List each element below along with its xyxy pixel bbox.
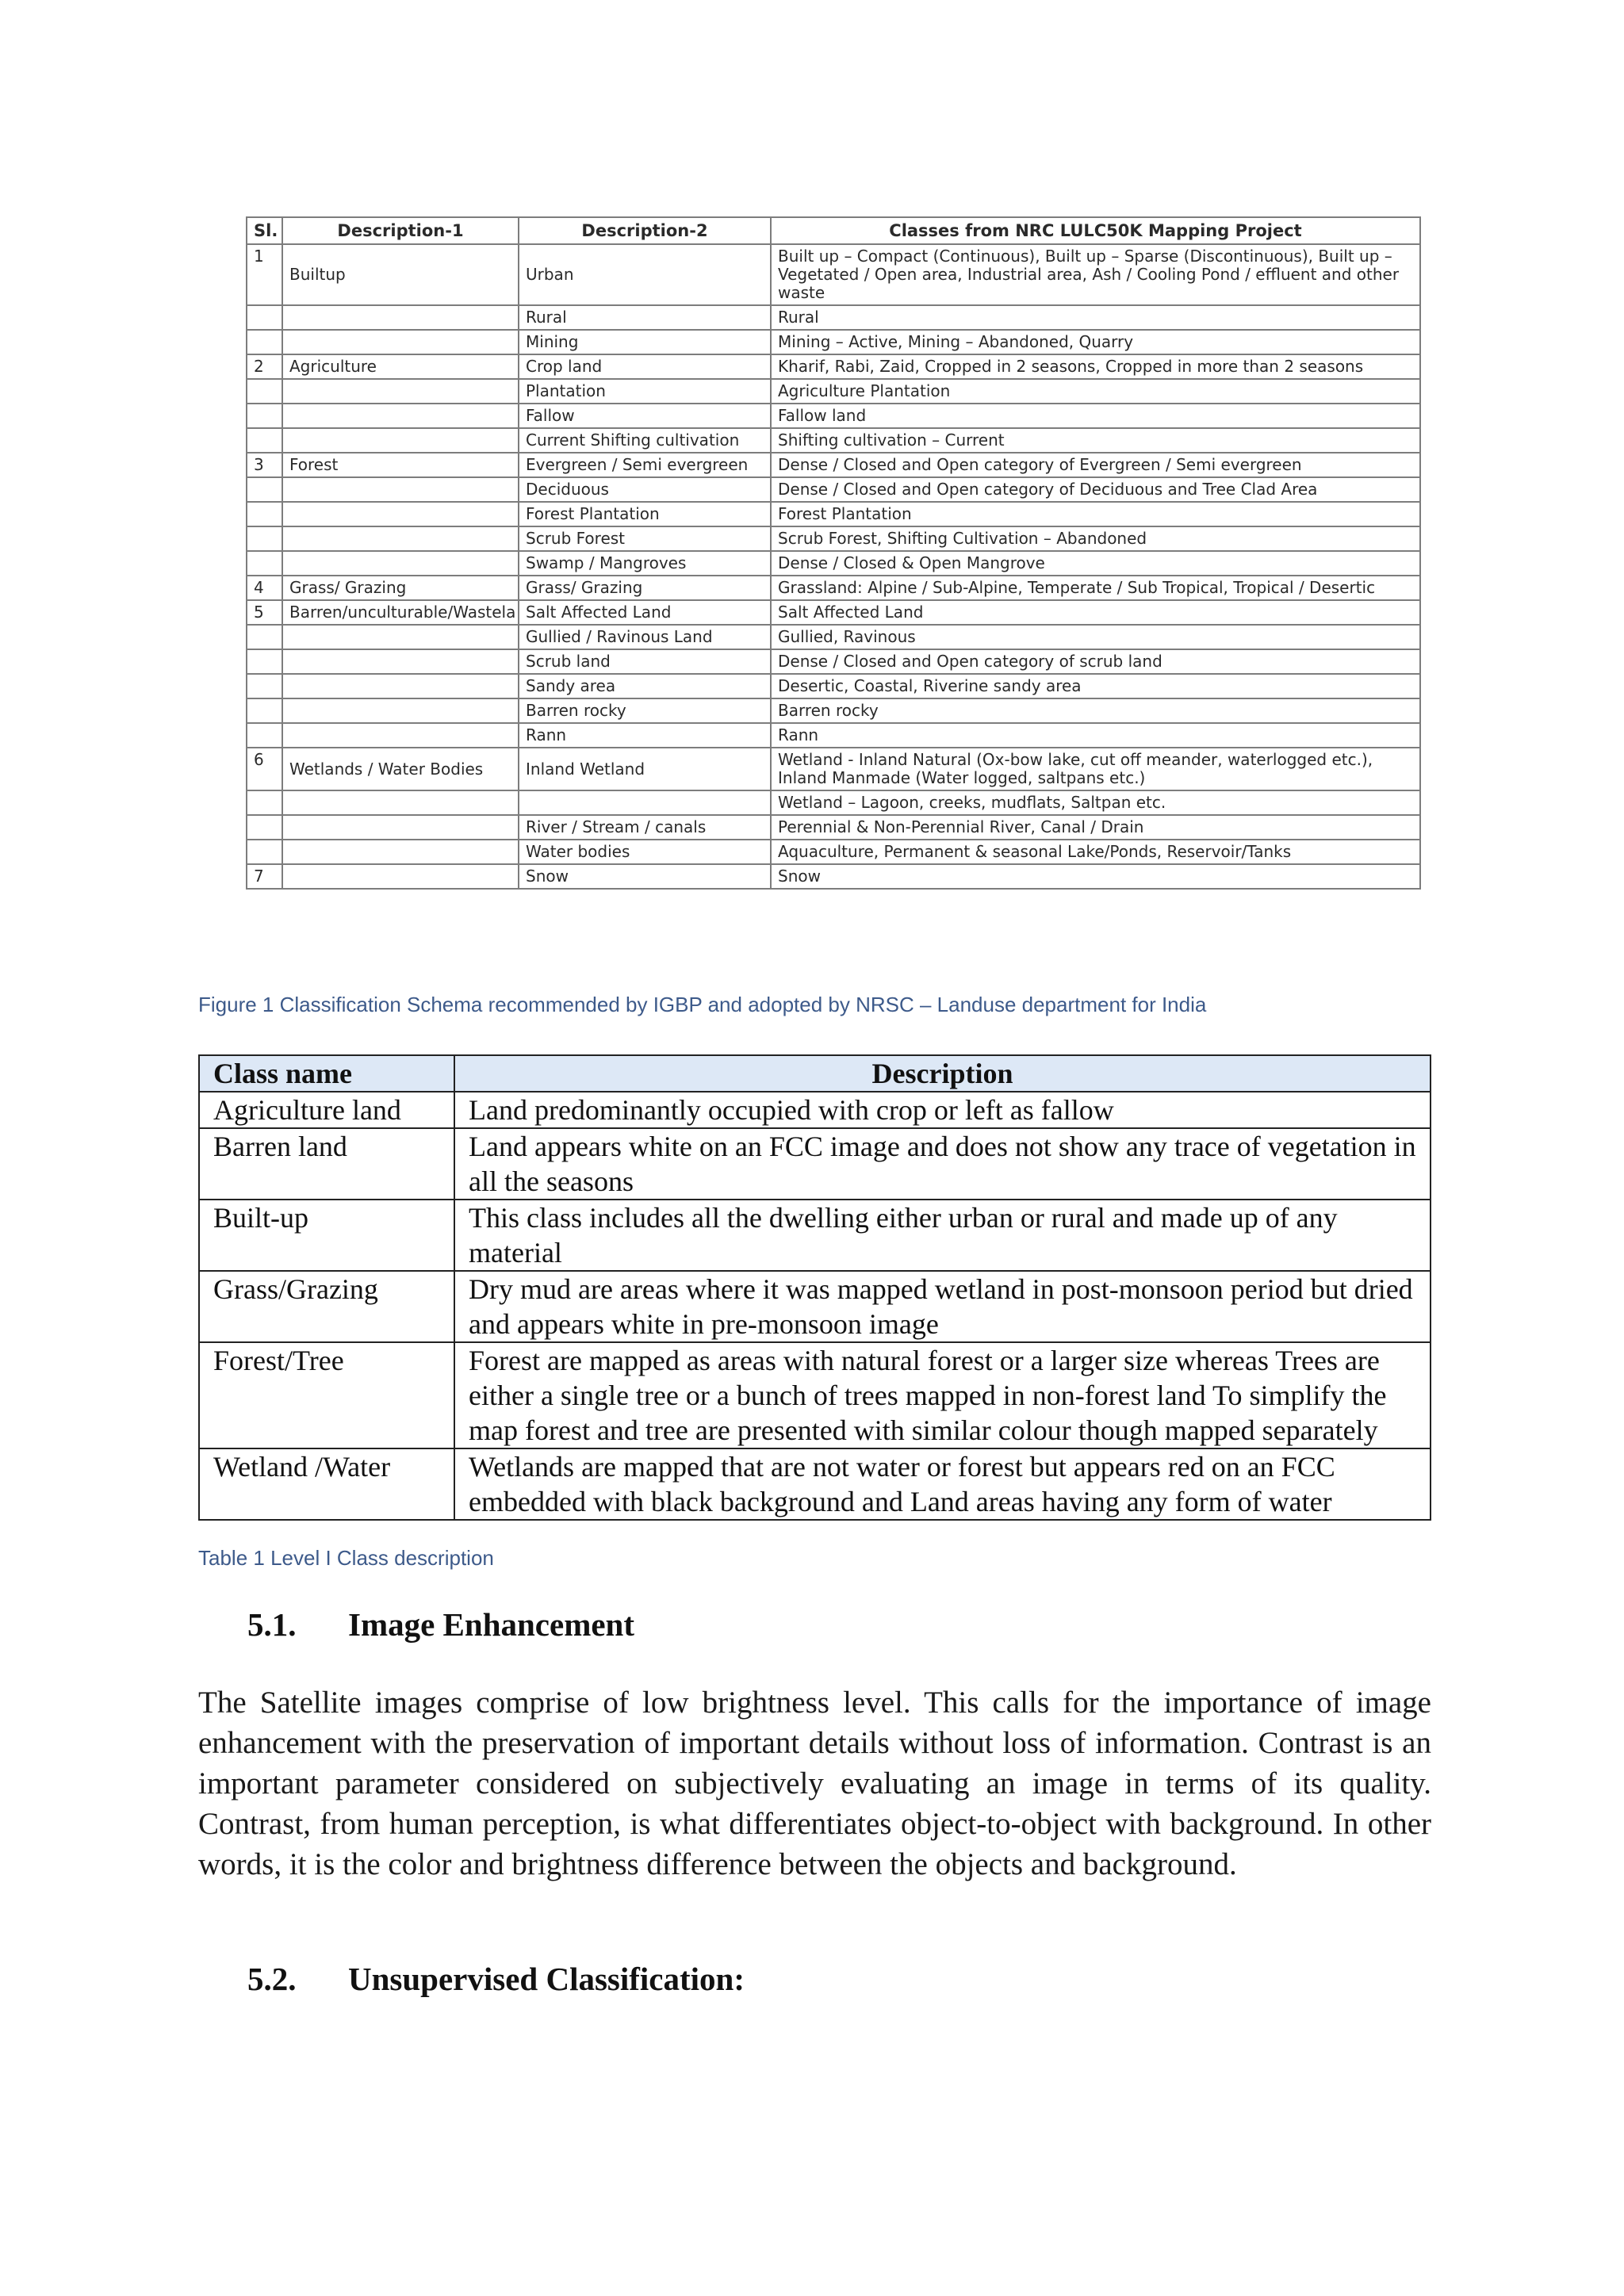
figure-header-row — [247, 217, 1420, 244]
figure-cell-classes: Agriculture Plantation — [771, 379, 1420, 404]
figure-row — [247, 551, 1420, 576]
figure-cell-desc1 — [282, 698, 519, 723]
figure-cell-sl — [247, 526, 282, 551]
figure-cell-desc2: Current Shifting cultivation — [519, 428, 771, 453]
figure-cell-desc2 — [519, 790, 771, 815]
figure-cell-classes: Salt Affected Land — [771, 600, 1420, 625]
figure-cell-sl: 5 — [247, 600, 282, 625]
figure-cell-classes: Perennial & Non-Perennial River, Canal / Drain — [771, 815, 1420, 840]
class-name-cell: Forest/Tree — [199, 1342, 454, 1448]
figure-row — [247, 404, 1420, 428]
figure-cell-desc2: River / Stream / canals — [519, 815, 771, 840]
description-cell: Forest are mapped as areas with natural forest or a larger size whereas Trees are either a single tree or a bunch of trees mapped in non-forest land To simplify the map forest and tree are presented with similar colour though mapped separately — [454, 1342, 1431, 1448]
figure-cell-sl — [247, 625, 282, 649]
figure-cell-desc2: Water bodies — [519, 840, 771, 864]
figure-header-desc1: Description-1 — [282, 217, 519, 244]
figure-cell-sl — [247, 502, 282, 526]
figure-cell-desc1 — [282, 840, 519, 864]
description-cell: Land appears white on an FCC image and does not show any trace of vegetation in all the seasons — [454, 1128, 1431, 1200]
figure-row — [247, 305, 1420, 330]
figure-cell-classes: Rann — [771, 723, 1420, 748]
figure-cell-classes: Rural — [771, 305, 1420, 330]
figure-cell-desc2: Plantation — [519, 379, 771, 404]
figure-header-classes: Classes from NRC LULC50K Mapping Project — [771, 217, 1420, 244]
figure-cell-desc2: Rann — [519, 723, 771, 748]
figure-row — [247, 748, 1420, 790]
section-number: 5.2. — [247, 1961, 297, 1997]
figure-cell-desc2: Deciduous — [519, 477, 771, 502]
figure-header-sl: Sl. — [247, 217, 282, 244]
table-header-row — [199, 1055, 1431, 1092]
figure-cell-desc1 — [282, 864, 519, 889]
figure-row — [247, 502, 1420, 526]
section-5-1-heading — [247, 1605, 634, 1644]
figure-cell-desc1 — [282, 815, 519, 840]
figure-row — [247, 600, 1420, 625]
figure-cell-classes: Dense / Closed and Open category of Evergreen / Semi evergreen — [771, 453, 1420, 477]
figure-row — [247, 354, 1420, 379]
figure-cell-desc1: Grass/ Grazing — [282, 576, 519, 600]
figure-row — [247, 379, 1420, 404]
table-row — [199, 1200, 1431, 1271]
figure-cell-sl — [247, 330, 282, 354]
figure-cell-sl — [247, 379, 282, 404]
figure-cell-desc1 — [282, 477, 519, 502]
figure-cell-classes: Desertic, Coastal, Riverine sandy area — [771, 674, 1420, 698]
figure-cell-desc2: Scrub land — [519, 649, 771, 674]
figure-cell-desc2: Barren rocky — [519, 698, 771, 723]
figure-cell-desc1 — [282, 625, 519, 649]
figure-cell-classes: Dense / Closed and Open category of Deciduous and Tree Clad Area — [771, 477, 1420, 502]
figure-cell-desc1: Agriculture — [282, 354, 519, 379]
figure-cell-classes: Barren rocky — [771, 698, 1420, 723]
figure-cell-desc1: Builtup — [282, 244, 519, 305]
figure-cell-desc2: Mining — [519, 330, 771, 354]
figure-row — [247, 244, 1420, 305]
table-row — [199, 1092, 1431, 1128]
figure-cell-sl — [247, 305, 282, 330]
figure-row — [247, 477, 1420, 502]
class-name-cell: Grass/Grazing — [199, 1271, 454, 1342]
section-5-1-paragraph: The Satellite images comprise of low brightness level. This calls for the importance of image enhancement with the preservation of important details without loss of information. Contrast is an important parameter considered on subjectively evaluating an image in terms of its quality. Contrast, from human perception, is what differentiates object-to-object with background. In other words, it is the color and brightness difference between the objects and background. — [198, 1686, 1431, 1881]
table-row — [199, 1342, 1431, 1448]
figure-cell-classes: Wetland - Inland Natural (Ox-bow lake, cut off meander, waterlogged etc.), Inland Manmade (Water logged, saltpans etc.) — [771, 748, 1420, 790]
figure-cell-sl: 2 — [247, 354, 282, 379]
figure-row — [247, 453, 1420, 477]
table-header-description: Description — [454, 1055, 1431, 1092]
figure-cell-sl — [247, 815, 282, 840]
figure-row — [247, 864, 1420, 889]
table-row — [199, 1271, 1431, 1342]
figure-cell-classes: Mining – Active, Mining – Abandoned, Quarry — [771, 330, 1420, 354]
figure-1-caption: Figure 1 Classification Schema recommended by IGBP and adopted by NRSC – Landuse department for India — [198, 993, 1207, 1016]
figure-cell-sl: 6 — [247, 748, 282, 790]
figure-cell-sl — [247, 698, 282, 723]
figure-cell-desc2: Grass/ Grazing — [519, 576, 771, 600]
figure-row — [247, 330, 1420, 354]
figure-cell-desc1 — [282, 649, 519, 674]
figure-row — [247, 723, 1420, 748]
figure-cell-desc1 — [282, 790, 519, 815]
figure-header-desc2: Description-2 — [519, 217, 771, 244]
figure-cell-desc1 — [282, 551, 519, 576]
figure-cell-desc2: Gullied / Ravinous Land — [519, 625, 771, 649]
figure-cell-sl — [247, 649, 282, 674]
figure-row — [247, 576, 1420, 600]
figure-cell-desc1 — [282, 305, 519, 330]
figure-cell-desc1 — [282, 723, 519, 748]
figure-row — [247, 840, 1420, 864]
figure-cell-sl — [247, 428, 282, 453]
figure-cell-desc1: Wetlands / Water Bodies — [282, 748, 519, 790]
figure-cell-classes: Grassland: Alpine / Sub-Alpine, Temperate / Sub Tropical, Tropical / Desertic — [771, 576, 1420, 600]
figure-row — [247, 526, 1420, 551]
figure-cell-desc1: Barren/unculturable/Wastela — [282, 600, 519, 625]
figure-cell-desc2: Urban — [519, 244, 771, 305]
table-row — [199, 1448, 1431, 1520]
figure-cell-desc2: Fallow — [519, 404, 771, 428]
figure-cell-sl — [247, 674, 282, 698]
figure-row — [247, 698, 1420, 723]
figure-cell-classes: Forest Plantation — [771, 502, 1420, 526]
description-cell: Wetlands are mapped that are not water or forest but appears red on an FCC embedded with black background and Land areas having any form of water — [454, 1448, 1431, 1520]
figure-cell-desc2: Sandy area — [519, 674, 771, 698]
figure-cell-desc2: Salt Affected Land — [519, 600, 771, 625]
figure-cell-sl — [247, 723, 282, 748]
figure-cell-sl: 1 — [247, 244, 282, 305]
figure-cell-classes: Scrub Forest, Shifting Cultivation – Abandoned — [771, 526, 1420, 551]
table-header-class-name: Class name — [199, 1055, 454, 1092]
figure-cell-classes: Built up – Compact (Continuous), Built up – Sparse (Discontinuous), Built up – Vegetated / Open area, Industrial area, Ash / Cooling Pond / effluent and other waste — [771, 244, 1420, 305]
class-name-cell: Wetland /Water — [199, 1448, 454, 1520]
section-number: 5.1. — [247, 1606, 297, 1643]
figure-cell-classes: Wetland – Lagoon, creeks, mudflats, Saltpan etc. — [771, 790, 1420, 815]
figure-cell-sl: 4 — [247, 576, 282, 600]
table-1-class-description — [198, 1054, 1431, 1521]
class-name-cell: Barren land — [199, 1128, 454, 1200]
class-name-cell: Agriculture land — [199, 1092, 454, 1128]
figure-row — [247, 428, 1420, 453]
figure-cell-sl: 3 — [247, 453, 282, 477]
description-cell: This class includes all the dwelling either urban or rural and made up of any material — [454, 1200, 1431, 1271]
table-row — [199, 1128, 1431, 1200]
figure-cell-classes: Shifting cultivation – Current — [771, 428, 1420, 453]
figure-cell-classes: Kharif, Rabi, Zaid, Cropped in 2 seasons, Cropped in more than 2 seasons — [771, 354, 1420, 379]
figure-cell-desc2: Crop land — [519, 354, 771, 379]
figure-1-classification-table — [246, 216, 1421, 890]
figure-row — [247, 790, 1420, 815]
figure-row — [247, 649, 1420, 674]
table-1-caption: Table 1 Level I Class description — [198, 1546, 494, 1570]
figure-cell-desc2: Inland Wetland — [519, 748, 771, 790]
figure-row — [247, 625, 1420, 649]
section-title: Image Enhancement — [348, 1606, 635, 1643]
figure-cell-sl — [247, 477, 282, 502]
figure-cell-desc1: Forest — [282, 453, 519, 477]
figure-cell-desc2: Evergreen / Semi evergreen — [519, 453, 771, 477]
figure-cell-desc2: Forest Plantation — [519, 502, 771, 526]
figure-cell-desc1 — [282, 428, 519, 453]
figure-cell-desc2: Scrub Forest — [519, 526, 771, 551]
figure-cell-desc1 — [282, 404, 519, 428]
figure-cell-classes: Aquaculture, Permanent & seasonal Lake/Ponds, Reservoir/Tanks — [771, 840, 1420, 864]
figure-cell-sl — [247, 840, 282, 864]
figure-cell-sl — [247, 551, 282, 576]
description-cell: Dry mud are areas where it was mapped wetland in post-monsoon period but dried and appears white in pre-monsoon image — [454, 1271, 1431, 1342]
figure-cell-desc2: Rural — [519, 305, 771, 330]
figure-cell-desc1 — [282, 502, 519, 526]
figure-cell-sl — [247, 790, 282, 815]
figure-cell-classes: Dense / Closed & Open Mangrove — [771, 551, 1420, 576]
section-title: Unsupervised Classification: — [348, 1961, 745, 1997]
figure-cell-classes: Snow — [771, 864, 1420, 889]
figure-row — [247, 674, 1420, 698]
figure-cell-sl — [247, 404, 282, 428]
description-cell: Land predominantly occupied with crop or left as fallow — [454, 1092, 1431, 1128]
figure-cell-desc2: Snow — [519, 864, 771, 889]
figure-cell-desc1 — [282, 379, 519, 404]
figure-cell-classes: Dense / Closed and Open category of scrub land — [771, 649, 1420, 674]
figure-cell-desc2: Swamp / Mangroves — [519, 551, 771, 576]
figure-cell-desc1 — [282, 330, 519, 354]
section-5-2-heading — [247, 1960, 745, 1998]
figure-cell-classes: Fallow land — [771, 404, 1420, 428]
figure-cell-sl: 7 — [247, 864, 282, 889]
figure-row — [247, 815, 1420, 840]
figure-cell-desc1 — [282, 526, 519, 551]
figure-cell-classes: Gullied, Ravinous — [771, 625, 1420, 649]
class-name-cell: Built-up — [199, 1200, 454, 1271]
figure-cell-desc1 — [282, 674, 519, 698]
